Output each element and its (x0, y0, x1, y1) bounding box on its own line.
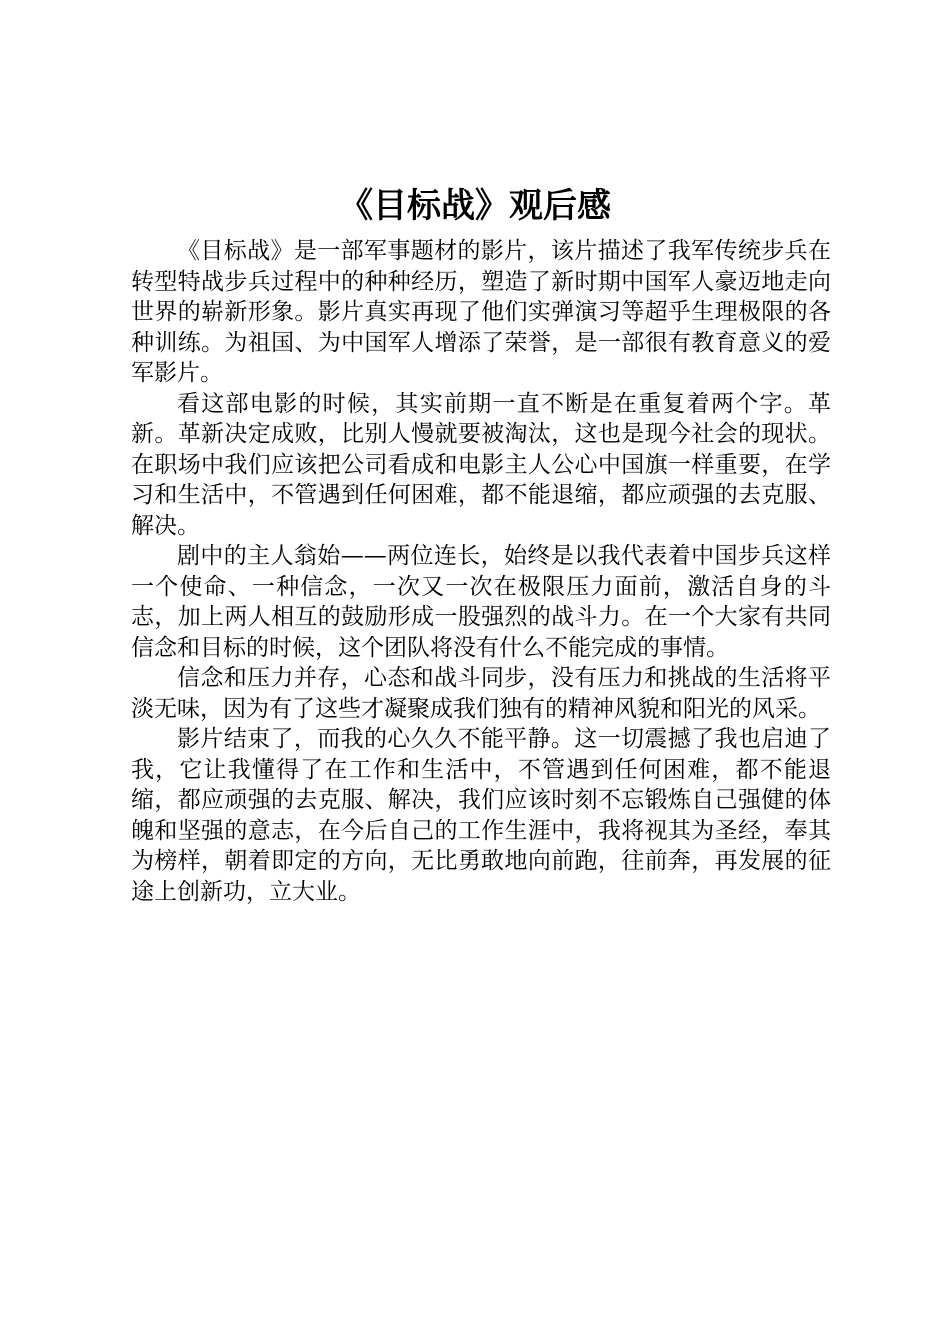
paragraph-5: 影片结束了，而我的心久久不能平静。这一切震撼了我也启迪了我，它让我懂得了在工作和生活中，不管遇到任何困难，都不能退缩，都应顽强的去克服、解决，我们应该时刻不忘锻炼自己强健的体魄和坚强的意志，在今后自己的工作生涯中，我将视其为圣经，奉其为榜样，朝着即定的方向，无比勇敢地向前跑，往前奔，再发展的征途上创新功，立大业。 (131, 726, 831, 905)
paragraph-4: 信念和压力并存，心态和战斗同步，没有压力和挑战的生活将平淡无味，因为有了这些才凝聚成我们独有的精神风貌和阳光的风采。 (131, 665, 831, 722)
paragraph-1: 《目标战》是一部军事题材的影片，该片描述了我军传统步兵在转型特战步兵过程中的种种经历，塑造了新时期中国军人豪迈地走向世界的崭新形象。影片真实再现了他们实弹演习等超乎生理极限的各种训练。为祖国、为中国军人增添了荣誉，是一部很有教育意义的爱军影片。 (131, 238, 831, 386)
paragraph-3: 剧中的主人翁始——两位连长，始终是以我代表着中国步兵这样一个使命、一种信念，一次又一次在极限压力面前，激活自身的斗志，加上两人相互的鼓励形成一股强烈的战斗力。在一个大家有共同信念和目标的时候，这个团队将没有什么不能完成的事情。 (131, 543, 831, 661)
paragraph-2: 看这部电影的时候，其实前期一直不断是在重复着两个字。革新。革新决定成败，比别人慢就要被淘汰，这也是现今社会的现状。在职场中我们应该把公司看成和电影主人公心中国旗一样重要，在学习和生活中，不管遇到任何困难，都不能退缩，都应顽强的去克服、解决。 (131, 390, 831, 539)
document-body (131, 236, 831, 907)
document-title: 《目标战》观后感 (339, 186, 611, 226)
